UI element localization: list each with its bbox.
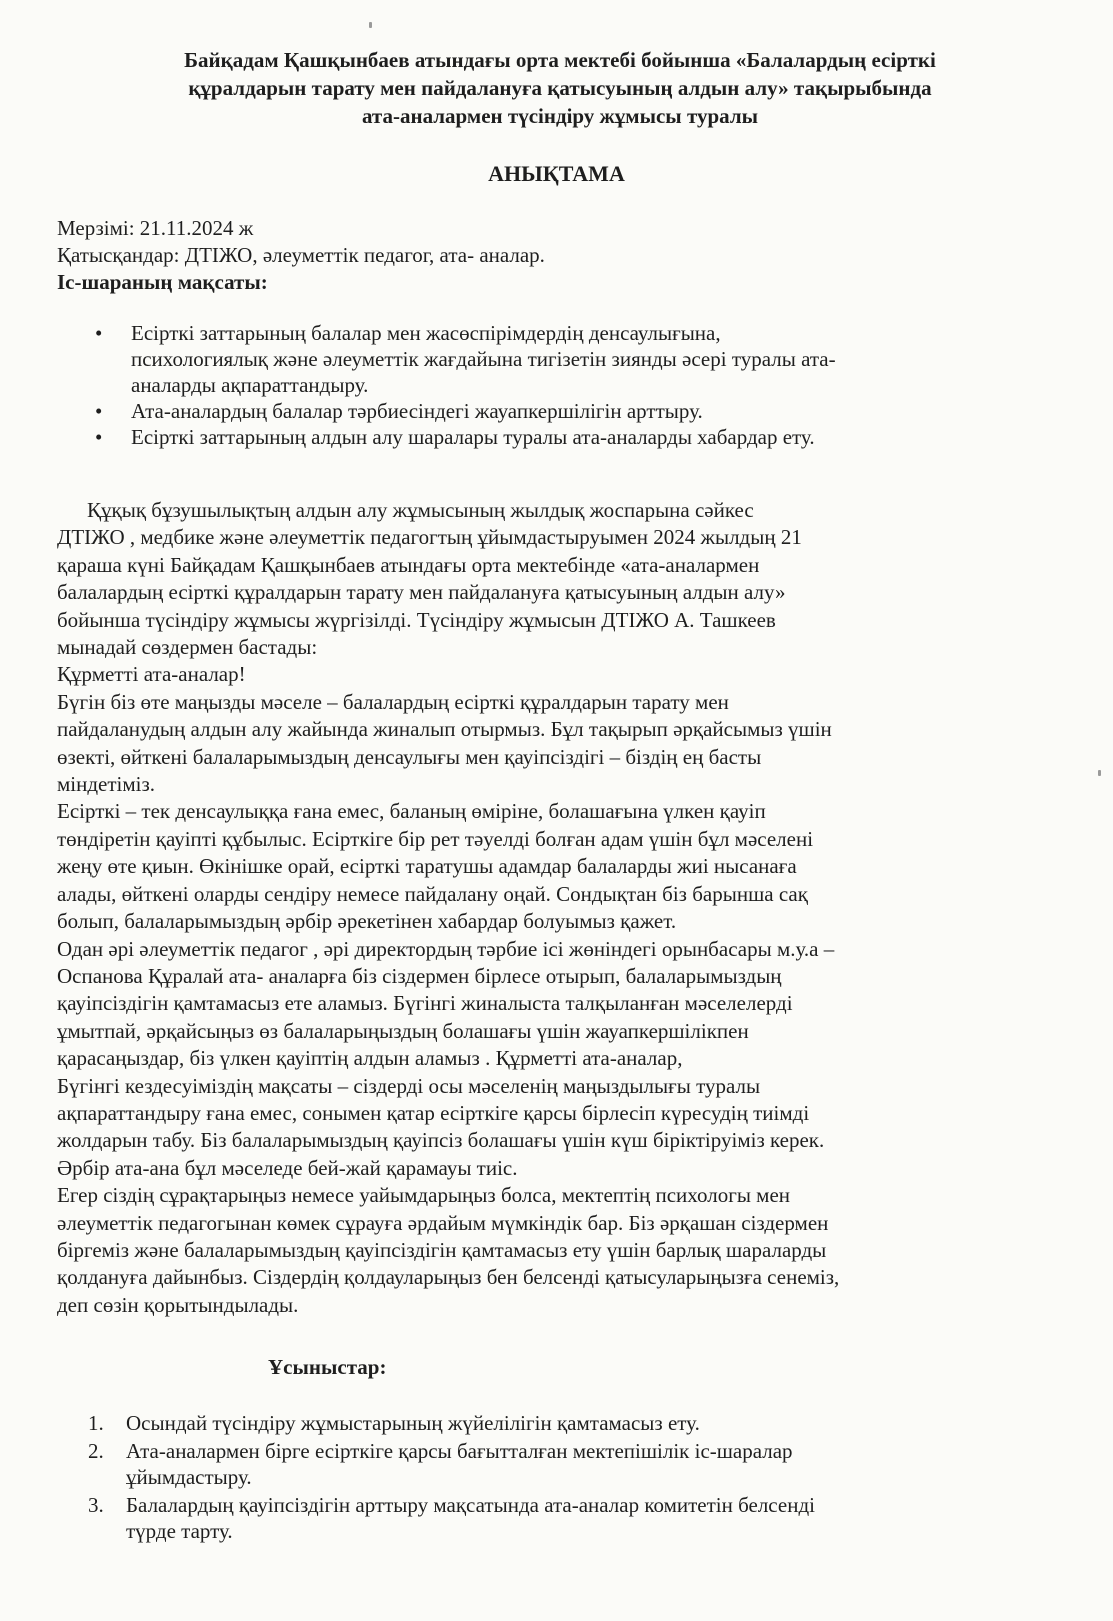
- body-line: Әрбір ата-ана бұл мәселеде бей-жай қарамауы тиіс.: [57, 1155, 518, 1180]
- body-line: төндіретін қауіпті құбылыс. Есірткіге бір рет тәуелді болған адам үшін бұл мәселені: [57, 826, 814, 851]
- recommendation-line: Балалардың қауіпсіздігін арттыру мақсатында ата-аналар комитетін белсенді: [126, 1493, 815, 1517]
- body-line: деп сөзін қорытындылады.: [57, 1292, 299, 1317]
- recommendation-line: түрде тарту.: [126, 1519, 233, 1543]
- list-item: [95, 320, 995, 398]
- recommendations-heading: Ұсыныстар:: [268, 1355, 387, 1379]
- body-text: [57, 497, 1067, 1319]
- body-line: Егер сіздің сұрақтарыңыз немесе уайымдарыңыз болса, мектептің психологы мен: [57, 1183, 791, 1208]
- goal-line: аналарды ақпараттандыру.: [131, 373, 369, 397]
- body-line: Бүгін біз өте маңызды мәселе – балалардың есірткі құралдарын тарату мен: [57, 689, 729, 714]
- scan-speck: [1098, 770, 1101, 776]
- goal-line: психологиялық және әлеуметтік жағдайына тигізетін зиянды әсері туралы ата-: [131, 347, 836, 371]
- list-item: [88, 1492, 988, 1544]
- body-line: жеңу өте қиын. Өкінішке орай, есірткі таратушы адамдар балаларды жиі нысанаға: [57, 854, 797, 879]
- list-item: [95, 398, 995, 424]
- recommendations-list: [88, 1410, 988, 1546]
- body-line: ДТІЖО , медбике және әлеуметтік педагогтың ұйымдастыруымен 2024 жылдың 21: [57, 525, 802, 550]
- list-item: [95, 424, 995, 450]
- body-line: ұмытпай, әрқайсыңыз өз балаларыңыздың болашағы үшін жауапкершілікпен: [57, 1018, 749, 1043]
- list-item: [88, 1410, 988, 1436]
- body-line: жолдарын табу. Біз балаларымыздың қауіпсіз болашағы үшін күш біріктіруіміз керек.: [57, 1128, 825, 1153]
- body-line: Құрметті ата-аналар!: [57, 662, 246, 687]
- body-line: қарасаңыздар, біз үлкен қауіптің алдын аламыз . Құрметті ата-аналар,: [57, 1046, 683, 1071]
- meta-block: [57, 215, 545, 296]
- item-number: 3.: [88, 1493, 104, 1517]
- document-title: [60, 46, 1060, 130]
- scan-speck: [369, 22, 372, 28]
- body-line: ақпараттандыру ғана емес, сонымен қатар есірткіге қарсы бірлесіп күресудің тиімді: [57, 1100, 810, 1125]
- bullet-icon: •: [95, 321, 103, 345]
- body-line: қолдануға дайынбыз. Сіздердің қолдауларыңыз бен белсенді қатысуларыңызға сенеміз,: [57, 1265, 840, 1290]
- title-line: Байқадам Қашқынбаев атындағы орта мектебі бойынша «Балалардың есірткі: [184, 48, 936, 72]
- body-line: қауіпсіздігін қамтамасыз ете аламыз. Бүгінгі жиналыста талқыланған мәселелерді: [57, 991, 793, 1016]
- body-line: қараша күні Байқадам Қашқынбаев атындағы орта мектебінде «ата-аналармен: [57, 552, 760, 577]
- document-type-heading: АНЫҚТАМА: [488, 161, 625, 186]
- list-item: [88, 1438, 988, 1490]
- recommendation-line: Ата-аналармен бірге есірткіге қарсы бағытталған мектепішілік іс-шаралар: [126, 1439, 793, 1463]
- meeting-date: Мерзімі: 21.11.2024 ж: [57, 216, 254, 240]
- participants: Қатысқандар: ДТІЖО, әлеуметтік педагог, ата- аналар.: [57, 243, 545, 267]
- body-line: Есірткі – тек денсаулыққа ғана емес, баланың өміріне, болашағына үлкен қауіп: [57, 799, 766, 824]
- recommendation-line: ұйымдастыру.: [126, 1465, 252, 1489]
- item-number: 1.: [88, 1411, 104, 1435]
- bullet-icon: •: [95, 425, 103, 449]
- goal-line: Ата-аналардың балалар тәрбиесіндегі жауапкершілігін арттыру.: [131, 399, 703, 423]
- bullet-icon: •: [95, 399, 103, 423]
- body-line: әлеуметтік педагогынан көмек сұрауға әрдайым мүмкіндік бар. Біз әрқашан сіздермен: [57, 1210, 829, 1235]
- body-line: пайдаланудың алдын алу жайында жиналып отырмыз. Бұл тақырып әрқайсымыз үшін: [57, 717, 832, 742]
- title-line: құралдарын тарату мен пайдалануға қатысуының алдын алу» тақырыбында: [188, 76, 932, 100]
- body-line: міндетіміз.: [57, 772, 156, 797]
- body-line: Бүгінгі кездесуіміздің мақсаты – сіздерді осы мәселенің маңыздылығы туралы: [57, 1073, 761, 1098]
- body-line: бойынша түсіндіру жұмысы жүргізілді. Түсіндіру жұмысын ДТІЖО А. Ташкеев: [57, 607, 776, 632]
- goal-heading: Іс-шараның мақсаты:: [57, 270, 268, 294]
- body-line: балалардың есірткі құралдарын тарату мен пайдалануға қатысуының алдын алу»: [57, 580, 786, 605]
- body-line: өзекті, өйткені балаларымыздың денсаулығы мен қауіпсіздігі – біздің ең басты: [57, 744, 762, 769]
- body-line: Одан әрі әлеуметтік педагог , әрі директордың тәрбие ісі жөніндегі орынбасары м.у.а –: [57, 936, 835, 961]
- body-line: мынадай сөздермен бастады:: [57, 635, 318, 660]
- body-line: Құқық бұзушылықтың алдын алу жұмысының жылдық жоспарына сәйкес: [87, 498, 754, 522]
- goal-line: Есірткі заттарының балалар мен жасөспірімдердің денсаулығына,: [131, 321, 721, 345]
- goal-line: Есірткі заттарының алдын алу шаралары туралы ата-аналарды хабардар ету.: [131, 425, 815, 449]
- recommendation-line: Осындай түсіндіру жұмыстарының жүйелілігін қамтамасыз ету.: [126, 1411, 700, 1435]
- body-line: Оспанова Құралай ата- аналарға біз сіздермен бірлесе отырып, балаларымыздың: [57, 963, 782, 988]
- body-line: біргеміз және балаларымыздың қауіпсіздігін қамтамасыз ету үшін барлық шараларды: [57, 1237, 827, 1262]
- goals-list: [95, 320, 995, 450]
- body-line: болып, балаларымыздың әрбір әрекетінен хабардар болуымыз қажет.: [57, 909, 677, 934]
- item-number: 2.: [88, 1439, 104, 1463]
- title-line: ата-аналармен түсіндіру жұмысы туралы: [361, 104, 759, 128]
- body-line: алады, өйткені оларды сендіру немесе пайдалану оңай. Сондықтан біз барынша сақ: [57, 881, 808, 906]
